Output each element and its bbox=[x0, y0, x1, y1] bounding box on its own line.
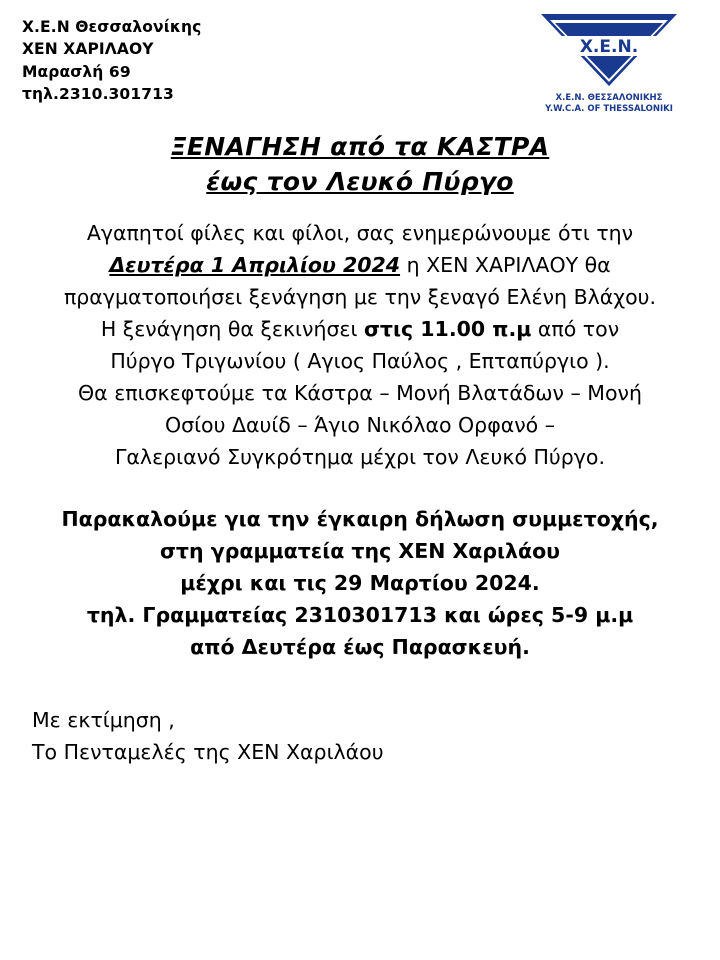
event-date-emphasis: Δευτέρα 1 Απριλίου 2024 bbox=[109, 252, 401, 277]
body-line-2-rest: η ΧΕΝ ΧΑΡΙΛΑΟΥ θα bbox=[400, 252, 611, 277]
logo-caption-english: Y.W.C.A. OF THESSALONIKI bbox=[545, 104, 673, 114]
notice-line-3: μέχρι και τις 29 Μαρτίου 2024. bbox=[180, 570, 540, 595]
title-block bbox=[18, 132, 702, 196]
notice-line-5: από Δευτέρα έως Παρασκευή. bbox=[190, 634, 530, 659]
letterhead-branch: ΧΕΝ ΧΑΡΙΛΑΟΥ bbox=[22, 40, 154, 59]
body-line-4-a: Η ξενάγηση θα ξεκινήσει bbox=[100, 316, 364, 341]
body-line-4-c: από τον bbox=[531, 316, 620, 341]
ywca-logo bbox=[524, 12, 694, 118]
body-text bbox=[18, 218, 702, 474]
body-line-5: Πύργο Τριγωνίου ( Αγιος Παύλος , Επταπύργιο ). bbox=[110, 348, 610, 373]
body-line-4 bbox=[18, 314, 702, 346]
body-line-3: πραγματοποιήσει ξενάγηση με την ξεναγό Ελένη Βλάχου. bbox=[63, 284, 657, 309]
notice-line-2: στη γραμματεία της ΧΕΝ Χαριλάου bbox=[159, 538, 561, 563]
body-line-1: Αγαπητοί φίλες και φίλοι, σας ενημερώνουμε ότι την bbox=[86, 221, 634, 245]
notice-line-4: τηλ. Γραμματείας 2310301713 και ώρες 5-9 μ.μ bbox=[86, 602, 634, 627]
signoff-line-1: Με εκτίμηση , bbox=[32, 707, 175, 732]
registration-notice bbox=[18, 504, 702, 664]
body-line-6: Θα επισκεφτούμε τα Κάστρα – Μονή Βλατάδων – Μονή bbox=[78, 380, 642, 405]
body-line-8: Γαλεριανό Συγκρότημα μέχρι τον Λευκό Πύργο. bbox=[115, 444, 605, 469]
letterhead-phone: τηλ.2310.301713 bbox=[22, 85, 174, 104]
logo-monogram-text: Χ.Ε.Ν. bbox=[579, 37, 639, 57]
document-header bbox=[18, 10, 702, 122]
signoff-block bbox=[18, 704, 702, 770]
letterhead-block bbox=[22, 16, 201, 106]
page-subtitle: έως τον Λευκό Πύργο bbox=[206, 167, 514, 196]
body-line-2 bbox=[18, 250, 702, 282]
body-line-7: Οσίου Δαυίδ – Άγιο Νικόλαο Ορφανό – bbox=[164, 412, 555, 437]
letterhead-address: Μαρασλή 69 bbox=[22, 62, 131, 81]
logo-caption-greek: Χ.Ε.Ν. ΘΕΣΣΑΛΟΝΙΚΗΣ bbox=[555, 93, 663, 103]
notice-line-1: Παρακαλούμε για την έγκαιρη δήλωση συμμετοχής, bbox=[61, 506, 659, 531]
event-time-emphasis: στις 11.00 π.μ bbox=[363, 316, 532, 341]
letterhead-organization: Χ.Ε.Ν Θεσσαλονίκης bbox=[22, 18, 202, 36]
page-title: ΞΕΝΑΓΗΣΗ από τα ΚΑΣΤΡΑ bbox=[170, 132, 550, 161]
signoff-line-2: Το Πενταμελές της ΧΕΝ Χαριλάου bbox=[32, 740, 384, 765]
